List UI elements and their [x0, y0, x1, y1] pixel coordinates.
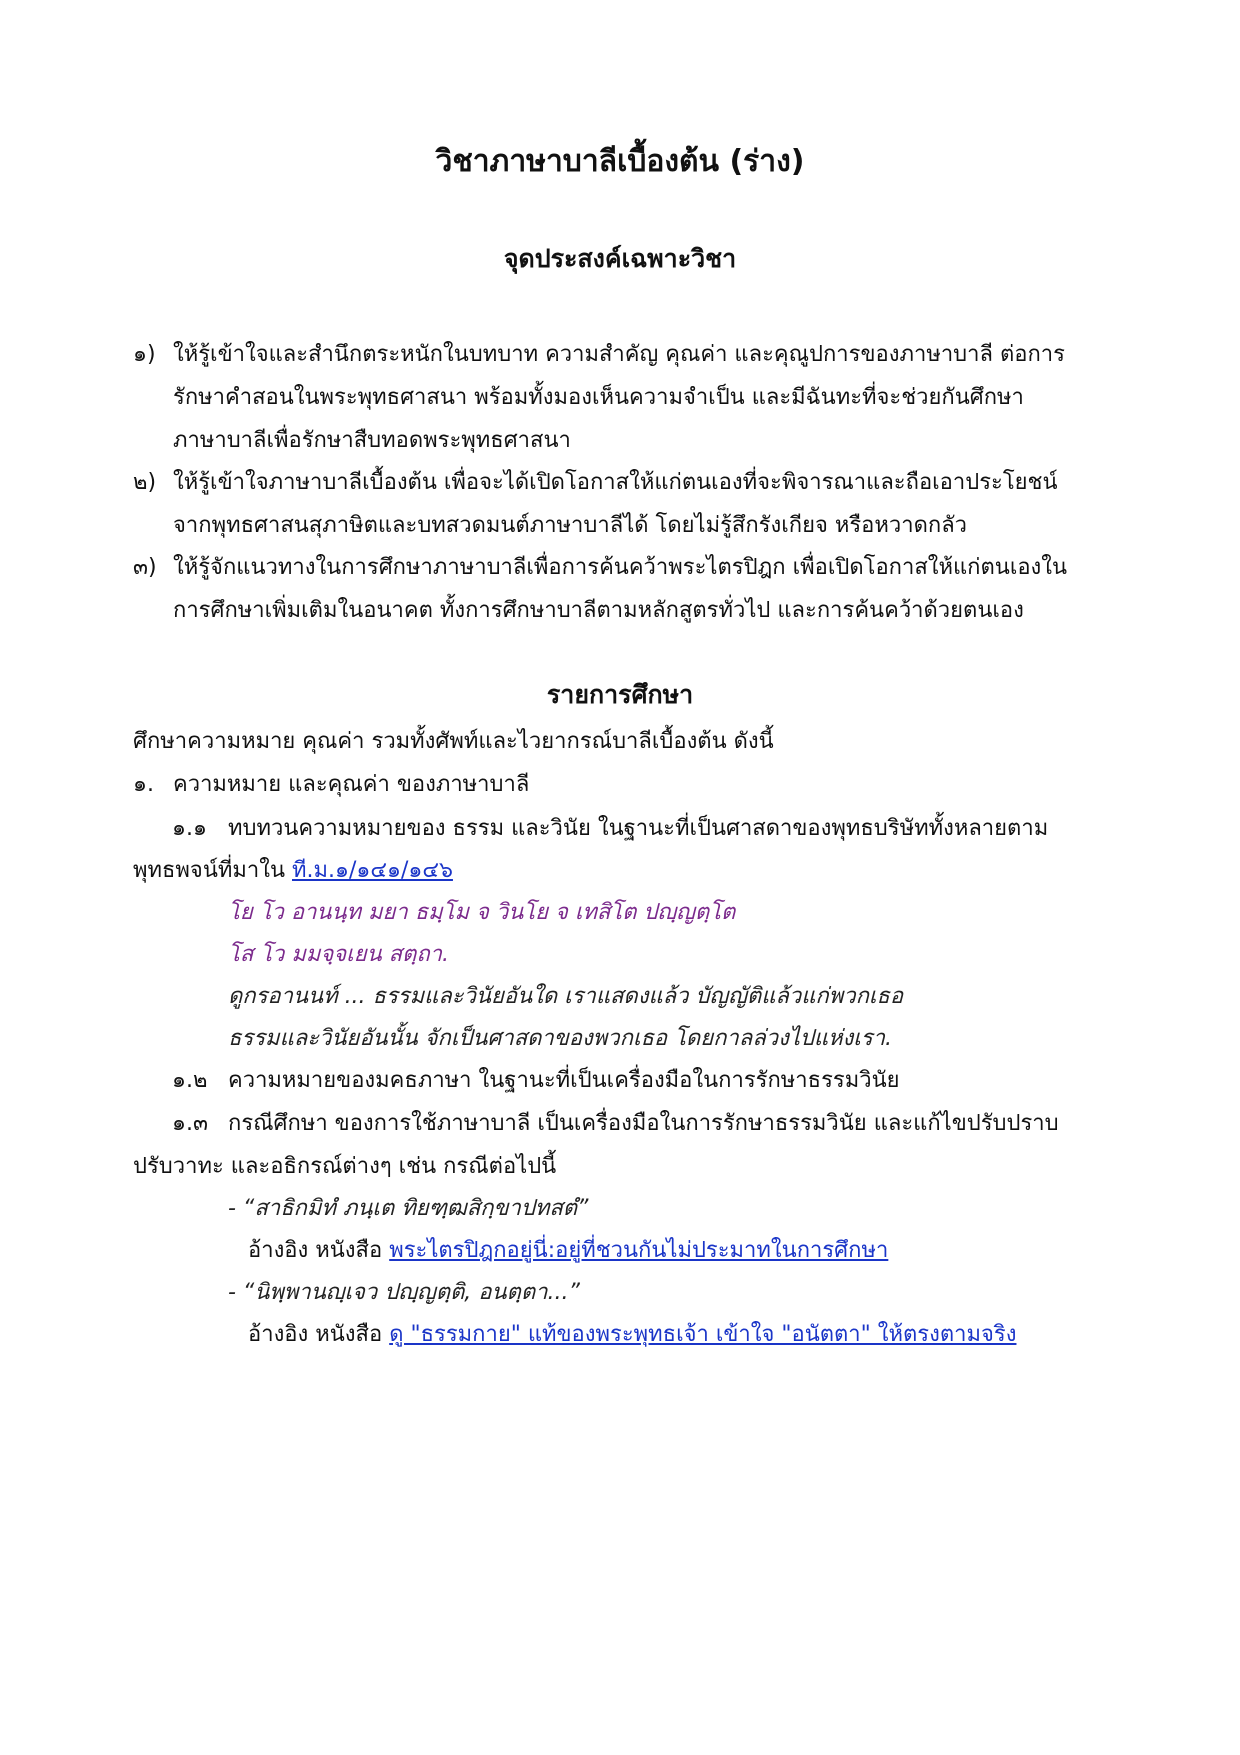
subsection-text: ปรับวาทะ และอธิกรณ์ต่างๆ เช่น กรณีต่อไปนี้ — [133, 1154, 557, 1179]
pali-verse-line: โส โว มมจฺจเยน สตฺถา. — [228, 942, 450, 967]
objective-number: ๒) — [133, 470, 157, 495]
objective-number: ๓) — [133, 555, 157, 580]
section-number: ๑. — [133, 772, 154, 797]
objectives-heading: จุดประสงค์เฉพาะวิชา — [503, 244, 737, 273]
reference-link[interactable]: ที.ม.๑/๑๔๑/๑๔๖ — [292, 858, 453, 883]
subsection-text: ทบทวนความหมายของ ธรรม และวินัย ในฐานะที่เป็นศาสดาของพุทธบริษัททั้งหลายตาม — [228, 816, 1049, 841]
case-quote: - “นิพฺพานญฺเจว ปญฺญตฺติ, อนตฺตา...” — [228, 1280, 580, 1305]
book-link[interactable]: ดู "ธรรมกาย" แท้ของพระพุทธเจ้า เข้าใจ "อนัตตา" ให้ตรงตามจริง — [389, 1322, 1017, 1347]
section-title: ความหมาย และคุณค่า ของภาษาบาลี — [173, 772, 530, 797]
case-reference — [248, 1236, 888, 1266]
book-link[interactable]: พระไตรปิฎกอยู่นี่:อยู่ที่ชวนกันไม่ประมาทในการศึกษา — [389, 1238, 889, 1263]
subsection-number: ๑.๓ — [172, 1111, 208, 1136]
translation-line: ดูกรอานนท์ ... ธรรมและวินัยอันใด เราแสดงแล้ว บัญญัติแล้วแก่พวกเธอ — [228, 984, 904, 1009]
objective-line: รักษาคำสอนในพระพุทธศาสนา พร้อมทั้งมองเห็นความจำเป็น และมีฉันทะที่จะช่วยกันศึกษา — [173, 385, 1024, 410]
subsection-text: ความหมายของมคธภาษา ในฐานะที่เป็นเครื่องมือในการรักษาธรรมวินัย — [228, 1068, 900, 1093]
pali-verse-line: โย โว อานนฺท มยา ธมฺโม จ วินโย จ เทสิโต ปญฺญตฺโต — [228, 900, 736, 925]
subsection-text — [133, 856, 453, 886]
translation-line: ธรรมและวินัยอันนั้น จักเป็นศาสดาของพวกเธอ โดยกาลล่วงไปแห่งเรา. — [228, 1026, 892, 1051]
case-reference — [248, 1320, 1016, 1350]
objective-line: ให้รู้เข้าใจและสำนึกตระหนักในบทบาท ความสำคัญ คุณค่า และคุณูปการของภาษาบาลี ต่อการ — [173, 342, 1065, 367]
reference-prefix: พุทธพจน์ที่มาใน — [133, 858, 292, 883]
objective-line: ให้รู้เข้าใจภาษาบาลีเบื้องต้น เพื่อจะได้เปิดโอกาสให้แก่ตนเองที่จะพิจารณาและถือเอาประโยชน์ — [173, 470, 1058, 495]
study-intro: ศึกษาความหมาย คุณค่า รวมทั้งศัพท์และไวยากรณ์บาลีเบื้องต้น ดังนี้ — [133, 729, 774, 754]
objective-line: ภาษาบาลีเพื่อรักษาสืบทอดพระพุทธศาสนา — [173, 428, 571, 453]
reference-prefix: อ้างอิง หนังสือ — [248, 1238, 390, 1263]
case-quote: - “สาธิกมิทํ ภนฺเต ทิยฑฺฒสิกฺขาปทสตํ” — [228, 1196, 589, 1221]
objective-line: ให้รู้จักแนวทางในการศึกษาภาษาบาลีเพื่อการค้นคว้าพระไตรปิฎก เพื่อเปิดโอกาสให้แก่ตนเองใน — [173, 555, 1068, 580]
objective-line: จากพุทธศาสนสุภาษิตและบทสวดมนต์ภาษาบาลีได้ โดยไม่รู้สึกรังเกียจ หรือหวาดกลัว — [173, 513, 968, 538]
subsection-number: ๑.๒ — [172, 1068, 208, 1093]
study-heading: รายการศึกษา — [546, 680, 694, 709]
page-title: วิชาภาษาบาลีเบื้องต้น (ร่าง) — [435, 144, 805, 179]
subsection-text: กรณีศึกษา ของการใช้ภาษาบาลี เป็นเครื่องมือในการรักษาธรรมวินัย และแก้ไขปรับปราบ — [228, 1111, 1059, 1136]
subsection-number: ๑.๑ — [172, 816, 207, 841]
objective-number: ๑) — [133, 342, 156, 367]
objective-line: การศึกษาเพิ่มเติมในอนาคต ทั้งการศึกษาบาลีตามหลักสูตรทั่วไป และการค้นคว้าด้วยตนเอง — [173, 598, 1024, 623]
reference-prefix: อ้างอิง หนังสือ — [248, 1322, 390, 1347]
